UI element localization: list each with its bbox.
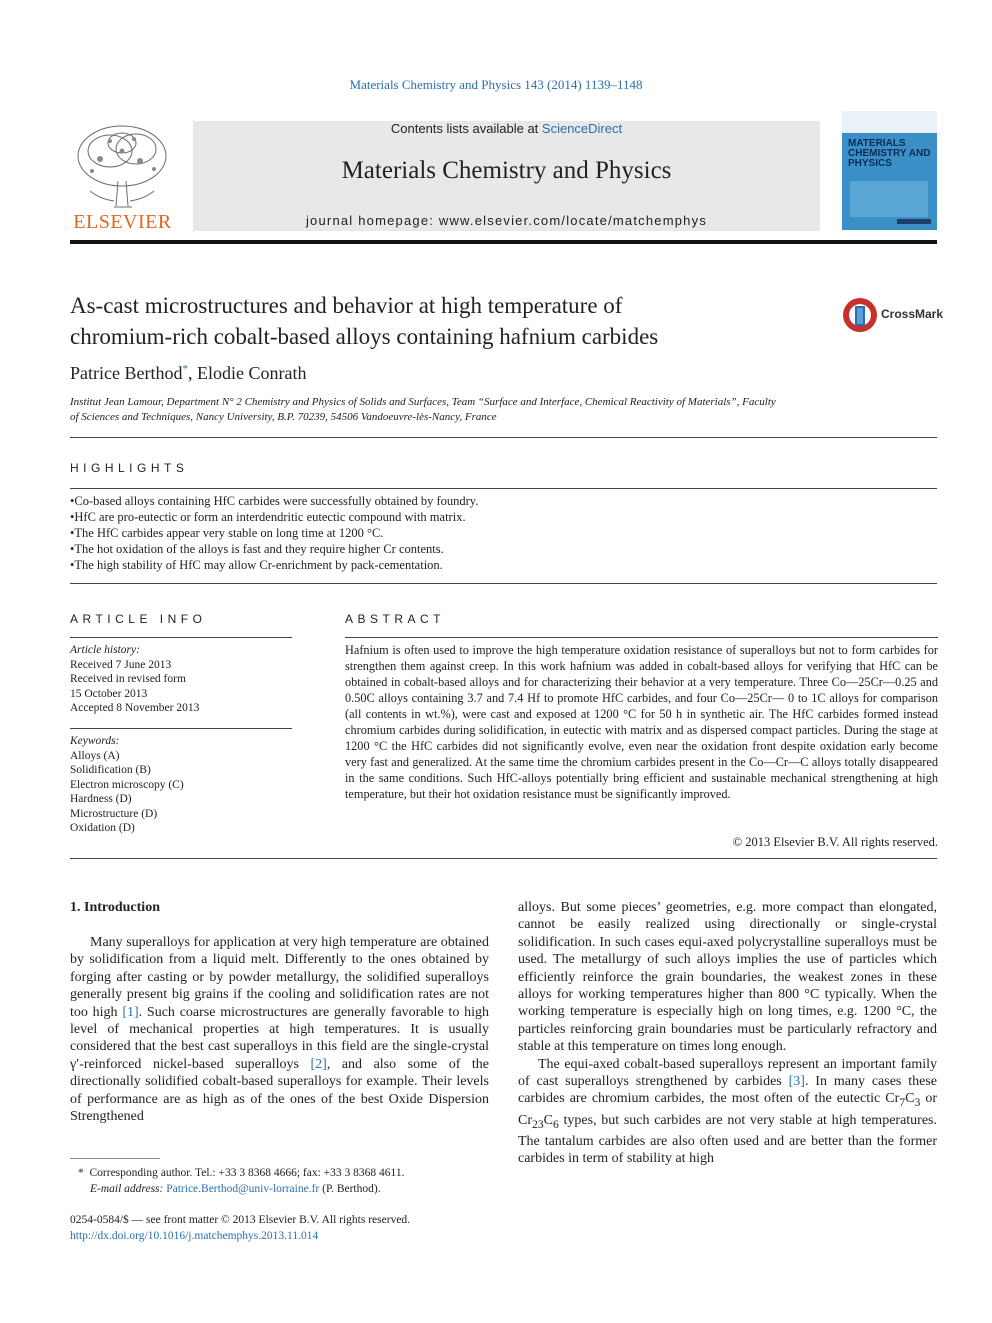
highlight-item: •The hot oxidation of the alloys is fast and they require higher Cr contents. [70,542,444,556]
elsevier-wordmark: ELSEVIER [73,211,172,233]
keyword: Oxidation (D) [70,822,135,834]
crossmark-icon [842,296,878,334]
keywords-rule [70,728,292,729]
keywords: Keywords: Alloys (A) Solidification (B) Electron microscopy (C) Hardness (D) Microstructure (D) Oxidation (D) [70,734,292,836]
cover-top-band [842,111,937,133]
ref-link[interactable]: [3] [788,1074,805,1090]
highlight-item: •HfC are pro-eutectic or form an interdendritic eutectic compound with matrix. [70,510,466,524]
author-1[interactable]: Patrice Berthod [70,363,183,383]
header-rule [70,240,937,244]
abstract-bottom-rule [70,858,937,859]
intro-column-right [518,899,937,1168]
sciencedirect-link[interactable]: ScienceDirect [541,121,623,136]
keyword: Solidification (B) [70,764,151,776]
intro-column-left [70,934,489,1125]
journal-citation[interactable]: Materials Chemistry and Physics 143 (2014) 1139–1148 [349,77,643,92]
keyword: Microstructure (D) [70,807,158,820]
affiliation: Institut Jean Lamour, Department N° 2 Chemistry and Physics of Solids and Surfaces, Team “Surface and Interface, Chemical Reactivity of Materials”, Faculty of Sciences and Techniques, Nancy University, B.P. 70239, 54506 Vandoeuvre-lès-Nancy, France [70,396,776,423]
issn: 0254-0584/$ — see front matter © 2013 Elsevier B.V. All rights reserved. [70,1214,411,1226]
article-title: As-cast microstructures and behavior at high temperature of chromium-rich cobalt-based alloys containing hafnium carbides [70,293,659,349]
tree-icon [70,121,175,213]
journal-header [193,121,820,231]
journal-title: Materials Chemistry and Physics [341,157,672,184]
email-link[interactable]: Patrice.Berthod@univ-lorraine.fr [166,1183,320,1195]
article-info-rule [70,637,292,638]
cover-title: MATERIALS CHEMISTRY AND PHYSICS [848,138,931,169]
highlights-heading: HIGHLIGHTS [70,461,189,475]
doi-link[interactable]: http://dx.doi.org/10.1016/j.matchemphys.2013.11.014 [70,1230,319,1242]
ref-link[interactable]: [1] [122,1004,139,1020]
front-matter [70,1212,490,1244]
copyright: © 2013 Elsevier B.V. All rights reserved. [732,835,938,849]
homepage-link[interactable]: www.elsevier.com/locate/matchemphys [438,213,708,228]
highlight-item: •The HfC carbides appear very stable on long time at 1200 °C. [70,526,384,540]
abstract-rule [345,637,938,638]
cover-footer-bar [897,219,931,224]
ref-link[interactable]: [2] [310,1056,327,1072]
paragraph: Many superalloys for application at very high temperature are obtained by solidification from a liquid melt. Differently to the ones obtained by forging after casting or by powder metallurgy, the solidified superalloys generally present big grains if the cooling and solidification rates are not too high [1]. Such coarse microstructures are generally favorable to high level of mechanical properties at high temperatures. It is usually considered that the best cast superalloys in this field are the single-crystal γ′-reinforced nickel-based superalloys [2], and also some of the directionally solidified cobalt-based superalloys for example. Their levels of performance are as high as of the ones of the best Oxide Dispersion Strengthened [70,935,489,1125]
author-2[interactable]: Elodie Conrath [196,363,307,383]
abstract-heading: ABSTRACT [345,612,446,626]
corresponding-mark[interactable]: * [182,363,188,375]
footnote-rule [70,1158,160,1159]
highlight-item: •Co-based alloys containing HfC carbides were successfully obtained by foundry. [70,494,479,508]
paragraph: alloys. But some pieces’ geometries, e.g. more compact than elongated, cannot be easily realized using directionally or single-crystal solidification. In such cases equi-axed polycrystalline superalloys must be used. The metallurgy of such alloys implies the use of particles which efficiently reinforce the grain boundaries, the weakest zones in these alloys for working temperatures higher than 800 °C typically. When the working temperature is especially high on long times, e.g. 1200 °C, the particles reinforcing grain boundaries must be particularly refractory and stable at this temperature on times long enough. [518,900,937,1055]
highlight-item: •The high stability of HfC may allow Cr-enrichment by pack-cementation. [70,558,443,572]
abstract-text: Hafnium is often used to improve the high temperature oxidation resistance of superalloys but not to form carbides for strengthen them against creep. In this work hafnium was added in cobalt-based alloys for verifying that HfC can be obtained in cobalt-based alloys and for characterizing their behavior at a very temperature. Three Co—25Cr—0.25 and 0.50C alloys containing 3.7 and 7.4 Hf to promote HfC carbides, and four Co—25Cr— 0 to 1C alloys for comparison (all contents in wt.%), were cast and exposed at 1200 °C for 50 h in synthetic air. The HfC carbides formed instead chromium carbides during solidification, in eutectic with matrix and as dispersed compact particles. During the stage at 1200 °C the HfC carbides did not significantly evolve, even near the oxidation front despite oxidation early become very fast and generalized. At the same time the chromium carbides present in the Co—Cr—C alloys totally disappeared in the same conditions. Such HfC-alloys potentially bring efficient and sustainable mechanical strengthening at high temperature, but their hot oxidation resistance must be significantly improved. [345,643,938,801]
keyword: Electron microscopy (C) [70,778,184,791]
journal-cover[interactable] [842,111,937,230]
authors: Patrice Berthod*, Elodie Conrath [70,363,307,383]
keyword: Alloys (A) [70,749,120,762]
article-history: Article history: Received 7 June 2013 Received in revised form 15 October 2013 Accepted 8 November 2013 [70,644,200,714]
footnote: * Corresponding author. Tel.: +33 3 8368 4666; fax: +33 3 8368 4611. E-mail address: Patrice.Berthod@univ-lorraine.fr (P. Berthod). [78,1167,405,1195]
contents-line: Contents lists available at ScienceDirect [390,121,623,136]
section-heading: 1. Introduction [70,900,160,915]
article-info-heading: ARTICLE INFO [70,612,207,626]
highlights-rule [70,488,937,489]
crossmark-label: CrossMark [881,307,944,321]
affiliation-rule [70,437,937,438]
highlights-bottom-rule [70,583,937,584]
paragraph: The equi-axed cobalt-based superalloys represent an important family of cast superalloys strengthened by carbides [3]. In many cases these carbides are chromium carbides, the most often of the eutectic $Cr_7C_3$ or $Cr_{23}C_6$ types, but such carbides are not very stable at high temperatures. The tantalum carbides are also often used and are better than the former carbides in term of stability at high [518,1056,937,1167]
elsevier-logo [70,121,175,231]
cover-image [850,181,928,217]
journal-homepage: journal homepage: www.elsevier.com/locate/matchemphys [305,213,708,228]
keyword: Hardness (D) [70,793,132,805]
